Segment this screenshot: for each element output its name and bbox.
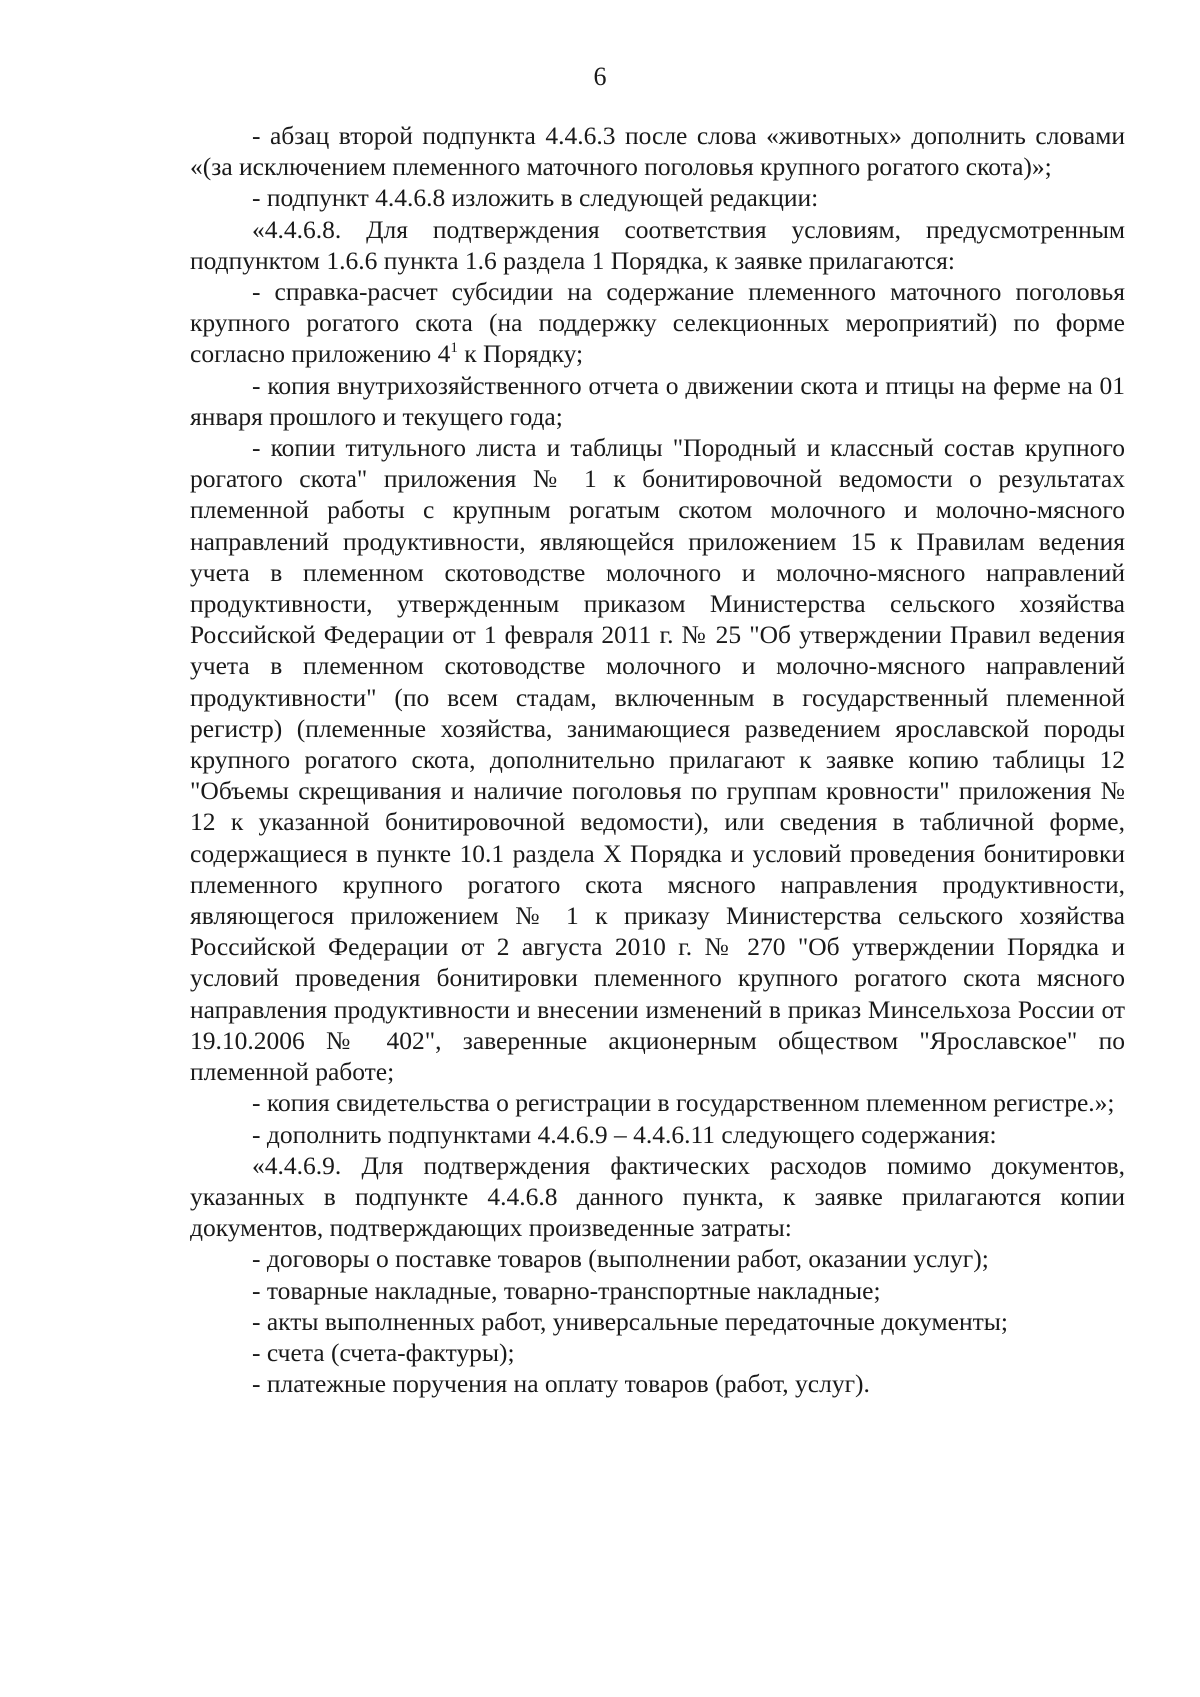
list-item-waybills: - товарные накладные, товарно-транспортные накладные; <box>252 1275 881 1305</box>
paragraph-4-4-6-9: «4.4.6.9. Для подтверждения фактических расходов помимо документов, указанных в подпункте 4.4.6.8 данного пункта, к заявке прилагаются копии документов, подтверждающих произведенные затраты: <box>190 1150 1125 1243</box>
list-item-farm-report: - копия внутрихозяйственного отчета о движении скота и птицы на ферме на 01 января прошлого и текущего года; <box>190 370 1125 431</box>
paragraph-add-subpoints: - дополнить подпунктами 4.4.6.9 – 4.4.6.11 следующего содержания: <box>252 1119 997 1149</box>
list-item-contracts: - договоры о поставке товаров (выполнении работ, оказании услуг); <box>252 1244 989 1274</box>
paragraph-amend-4-4-6-3: - абзац второй подпункта 4.4.6.3 после слова «животных» дополнить словами «(за исключением племенного маточного поголовья крупного рогатого скота)»; <box>190 121 1125 182</box>
list-item-text-end: к Порядку; <box>457 339 584 369</box>
page-number: 6 <box>593 62 607 91</box>
list-item-text: - справка-расчет субсидии на содержание племенного маточного поголовья крупного рогатого скота (на поддержку селекционных мероприятий) по форме согласно приложению 4 <box>190 277 1125 369</box>
list-item-registration-certificate: - копия свидетельства о регистрации в государственном племенном регистре.»; <box>252 1088 1115 1118</box>
list-item-payment-orders: - платежные поручения на оплату товаров (работ, услуг). <box>252 1369 870 1399</box>
list-item-title-page-copies: - копии титульного листа и таблицы "Породный и классный состав крупного рогатого скота" приложения № 1 к бонитировочной ведомости о результатах племенной работы с крупным рогатым скотом молочного и молочно-мясного направлений продуктивности, являющейся приложением 15 к Правилам ведения учета в племенном скотоводстве молочного и молочно-мясного направлений продуктивности, утвержденным приказом Министерства сельского хозяйства Российской Федерации от 1 февраля 2011 г. № 25 "Об утверждении Правил ведения учета в племенном скотоводстве молочного и молочно-мясного направлений продуктивности" (по всем стадам, включенным в государственный племенной регистр) (племенные хозяйства, занимающиеся разведением ярославской породы крупного рогатого скота, дополнительно прилагают к заявке копию таблицы 12 "Объемы скрещивания и наличие поголовья по группам кровности" приложения № 12 к указанной бонитировочной ведомости), или сведения в табличной форме, содержащиеся в пункте 10.1 раздела X Порядка и условий проведения бонитировки племенного крупного рогатого скота мясного направления продуктивности, являющегося приложением № 1 к приказу Министерства сельского хозяйства Российской Федерации от 2 августа 2010 г. № 270 "Об утверждении Порядка и условий проведения бонитировки племенного крупного рогатого скота мясного направления продуктивности и внесении изменений в приказ Минсельхоза России от 19.10.2006 № 402", заверенные акционерным обществом "Ярославское" по племенной работе; <box>190 433 1125 1087</box>
list-item-subsidy-calculation <box>190 276 1125 370</box>
paragraph-4-4-6-8: «4.4.6.8. Для подтверждения соответствия условиям, предусмотренным подпунктом 1.6.6 пункта 1.6 раздела 1 Порядка, к заявке прилагаются: <box>190 214 1125 275</box>
document-body <box>190 120 1125 1399</box>
superscript: 1 <box>450 340 458 357</box>
paragraph-amend-4-4-6-8: - подпункт 4.4.6.8 изложить в следующей редакции: <box>252 183 819 213</box>
list-item-invoices: - счета (счета-фактуры); <box>252 1337 515 1367</box>
list-item-acts: - акты выполненных работ, универсальные передаточные документы; <box>252 1306 1008 1336</box>
